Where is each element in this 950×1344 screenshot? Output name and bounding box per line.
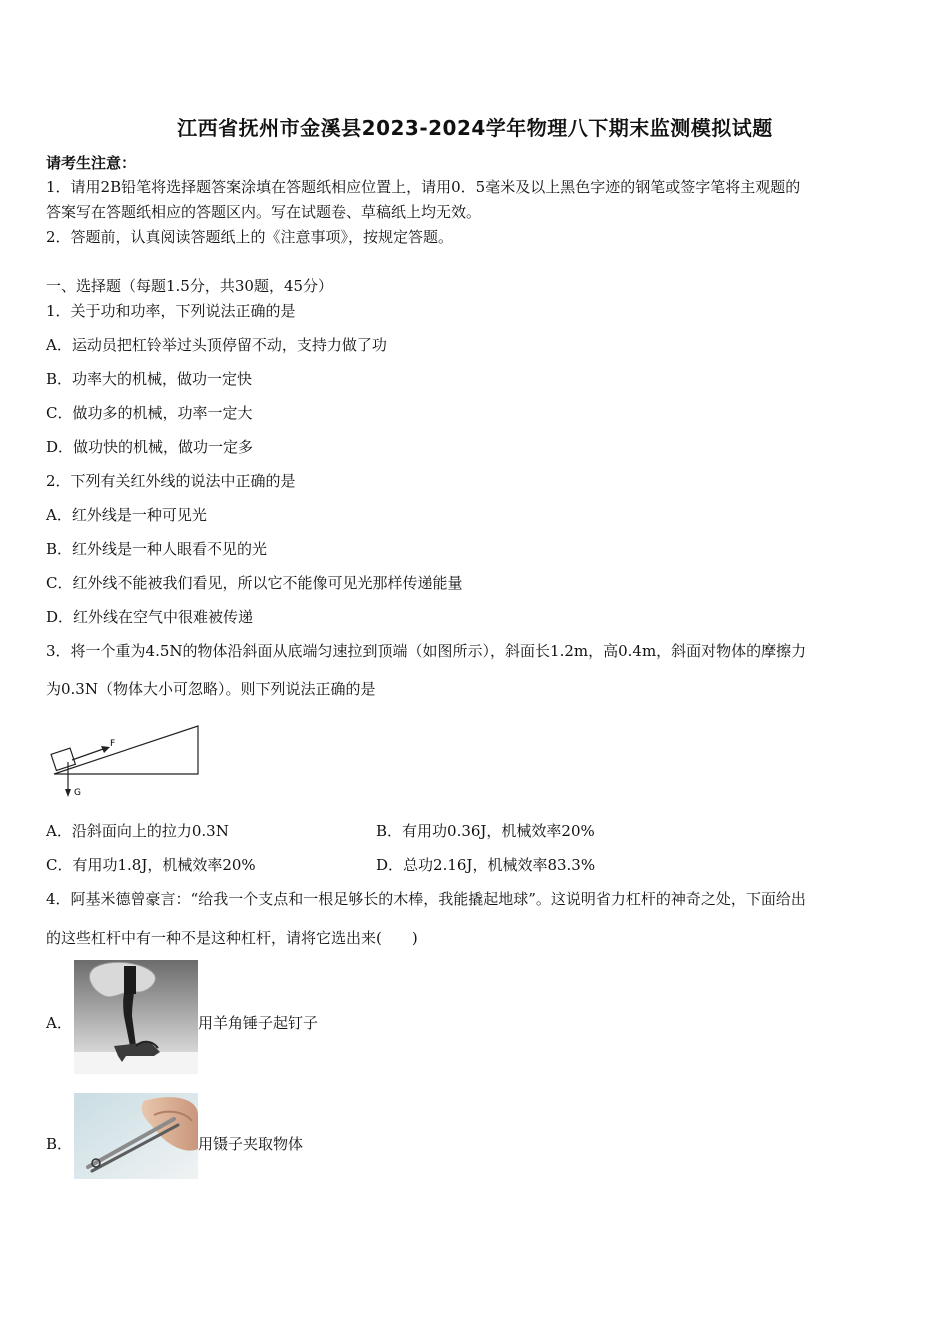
q1-option-d: D．做功快的机械，做功一定多 xyxy=(46,438,254,456)
q4-option-a-letter: A． xyxy=(46,1014,72,1032)
q4-option-b-letter: B． xyxy=(46,1135,73,1153)
q1-option-b: B．功率大的机械，做功一定快 xyxy=(46,370,253,388)
q3-option-c: C．有用功1.8J，机械效率20% xyxy=(46,856,256,874)
q2-option-b: B．红外线是一种人眼看不见的光 xyxy=(46,540,268,558)
q2-option-c: C．红外线不能被我们看见，所以它不能像可见光那样传递能量 xyxy=(46,574,463,592)
incline-triangle xyxy=(54,726,198,774)
q1-stem: 1．关于功和功率，下列说法正确的是 xyxy=(46,302,296,320)
q3-option-d: D．总功2.16J，机械效率83.3% xyxy=(376,856,596,874)
q3-option-b: B．有用功0.36J，机械效率20% xyxy=(376,822,595,840)
hammer-photo xyxy=(74,960,198,1074)
tweezers-photo xyxy=(74,1093,198,1179)
q1-option-c: C．做功多的机械，功率一定大 xyxy=(46,404,253,422)
q3-stem-line-1: 3．将一个重为4.5N的物体沿斜面从底端匀速拉到顶端（如图所示），斜面长1.2m，高0.4m，斜面对物体的摩擦力 xyxy=(46,642,807,660)
q4-option-a-text: 用羊角锤子起钉子 xyxy=(198,1014,319,1032)
q2-option-d: D．红外线在空气中很难被传递 xyxy=(46,608,254,626)
q4-stem-line-1: 4．阿基米德曾豪言：“给我一个支点和一根足够长的木棒，我能撬起地球”。这说明省力杠杆的神奇之处，下面给出 xyxy=(46,890,806,908)
notice-heading: 请考生注意： xyxy=(46,154,137,172)
q3-option-a: A．沿斜面向上的拉力0.3N xyxy=(46,822,229,840)
q2-stem: 2．下列有关红外线的说法中正确的是 xyxy=(46,472,296,490)
notice-line-3: 2．答题前，认真阅读答题纸上的《注意事项》，按规定答题。 xyxy=(46,228,454,246)
force-label: F xyxy=(110,739,116,749)
q4-option-b-text: 用镊子夹取物体 xyxy=(198,1135,304,1153)
gravity-arrow-head xyxy=(65,789,71,797)
q2-option-a: A．红外线是一种可见光 xyxy=(46,506,207,524)
notice-line-1: 1．请用2B铅笔将选择题答案涂填在答题纸相应位置上，请用0．5毫米及以上黑色字迹的钢笔或签字笔将主观题的 xyxy=(46,178,801,196)
notice-line-2: 答案写在答题纸相应的答题区内。写在试题卷、草稿纸上均无效。 xyxy=(46,203,482,221)
incline-diagram xyxy=(44,718,209,802)
q1-option-a: A．运动员把杠铃举过头顶停留不动，支持力做了功 xyxy=(46,336,387,354)
block-on-incline xyxy=(51,748,75,770)
section-heading: 一、选择题（每题1.5分，共30题，45分） xyxy=(46,277,334,295)
page-title: 江西省抚州市金溪县2023-2024学年物理八下期末监测模拟试题 xyxy=(177,116,773,140)
q3-stem-line-2: 为0.3N（物体大小可忽略）。则下列说法正确的是 xyxy=(46,680,376,698)
gravity-label: G xyxy=(74,788,81,798)
q4-stem-line-2: 的这些杠杆中有一种不是这种杠杆，请将它选出来( ) xyxy=(46,929,418,947)
